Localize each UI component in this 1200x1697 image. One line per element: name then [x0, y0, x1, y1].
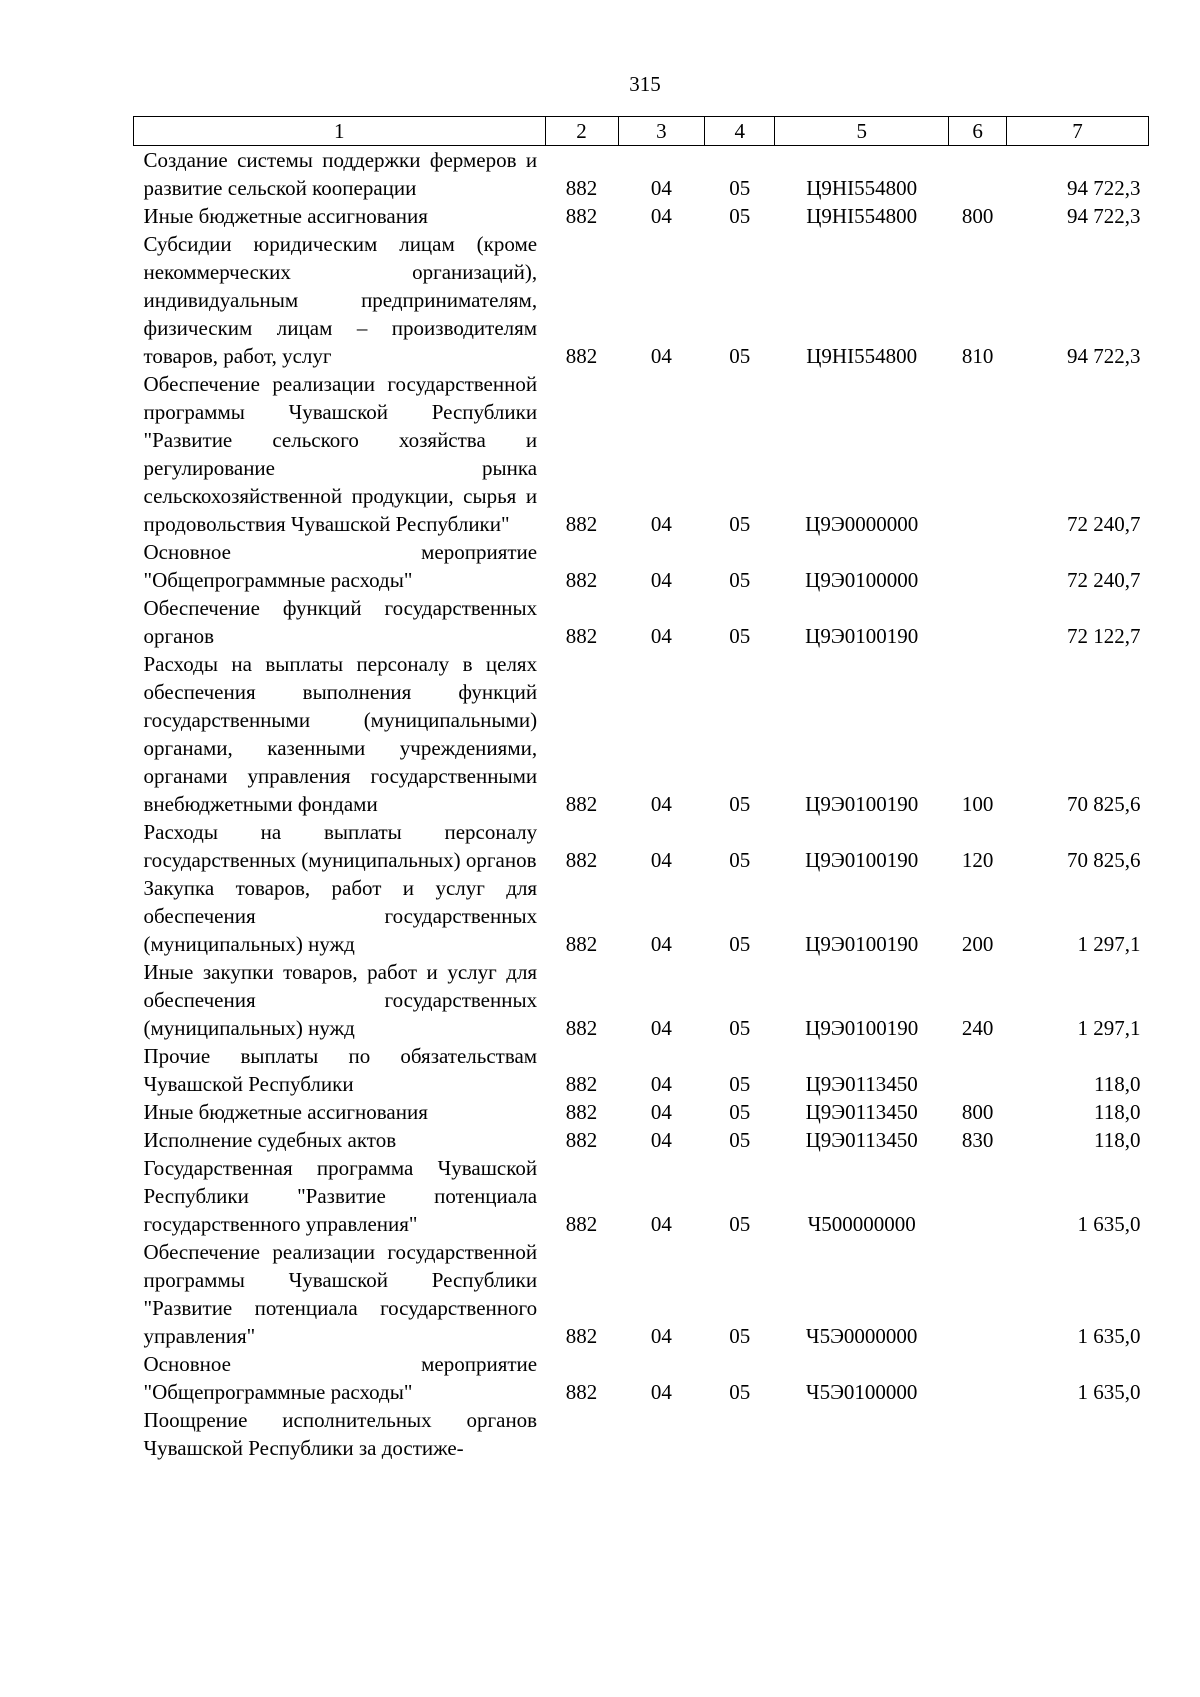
row-name: Основное мероприятие "Общепрограммные расходы"	[143, 1352, 538, 1404]
row-expense-type: 100	[961, 792, 994, 816]
row-target-article: Ц9НI554800	[806, 344, 918, 368]
row-amount: 94 722,3	[1067, 344, 1141, 368]
header-col-4: 4	[705, 117, 775, 146]
row-subsection-code: 05	[729, 1324, 751, 1348]
table-row	[134, 1042, 1149, 1098]
header-row	[134, 117, 1149, 146]
row-gr-code: 882	[565, 792, 598, 816]
row-target-article: Ц9Э0113450	[805, 1128, 918, 1152]
row-name: Создание системы поддержки фермеров и развитие сельской кооперации	[143, 148, 538, 200]
table-row	[134, 1154, 1149, 1238]
header-col-2: 2	[545, 117, 618, 146]
row-subsection-code: 05	[729, 1016, 751, 1040]
row-name: Обеспечение функций государственных органов	[143, 596, 538, 648]
row-name: Иные закупки товаров, работ и услуг для обеспечения государственных (муниципальных) нужд	[143, 960, 538, 1040]
row-target-article: Ц9НI554800	[806, 204, 918, 228]
row-gr-code: 882	[565, 1128, 598, 1152]
row-amount: 70 825,6	[1067, 792, 1141, 816]
table-row	[134, 1126, 1149, 1154]
row-name: Исполнение судебных актов	[143, 1128, 397, 1152]
row-amount: 1 297,1	[1077, 1016, 1141, 1040]
table-row	[134, 202, 1149, 230]
table-row	[134, 1350, 1149, 1406]
row-name: Иные бюджетные ассигнования	[143, 1100, 428, 1124]
row-expense-type: 200	[961, 932, 994, 956]
row-section-code: 04	[650, 1100, 672, 1124]
row-gr-code: 882	[565, 848, 598, 872]
header-col-1: 1	[134, 117, 546, 146]
row-gr-code: 882	[565, 344, 598, 368]
table-row	[134, 1098, 1149, 1126]
row-expense-type: 800	[961, 1100, 994, 1124]
row-gr-code: 882	[565, 176, 598, 200]
row-section-code: 04	[650, 932, 672, 956]
header-col-7: 7	[1007, 117, 1149, 146]
row-amount: 94 722,3	[1067, 204, 1141, 228]
row-target-article: Ц9НI554800	[806, 176, 918, 200]
row-gr-code: 882	[565, 1380, 598, 1404]
page-number: 315	[629, 72, 661, 96]
row-name: Прочие выплаты по обязательствам Чувашской Республики	[143, 1044, 538, 1096]
row-expense-type	[949, 538, 1007, 594]
table-header	[134, 117, 1149, 146]
row-subsection-code: 05	[729, 344, 751, 368]
row-section-code: 04	[650, 1016, 672, 1040]
row-section-code: 04	[650, 624, 672, 648]
row-section-code: 04	[650, 1212, 672, 1236]
table-row	[134, 874, 1149, 958]
row-expense-type	[949, 594, 1007, 650]
row-name: Расходы на выплаты персоналу в целях обеспечения выполнения функций государственными (муниципальными) органами, казенными учреждениями, органами управления государственными внебюджетными фондами	[143, 652, 538, 816]
row-subsection-code: 05	[729, 204, 751, 228]
row-section-code: 04	[650, 176, 672, 200]
row-section-code: 04	[650, 792, 672, 816]
header-col-5: 5	[775, 117, 949, 146]
row-target-article	[775, 1406, 949, 1462]
row-expense-type: 240	[961, 1016, 994, 1040]
table-row	[134, 1406, 1149, 1462]
row-gr-code	[545, 1406, 618, 1462]
row-amount: 118,0	[1094, 1100, 1141, 1124]
row-target-article: Ч500000000	[807, 1212, 916, 1236]
row-gr-code: 882	[565, 512, 598, 536]
row-target-article: Ц9Э0100190	[805, 1016, 919, 1040]
row-subsection-code: 05	[729, 176, 751, 200]
row-gr-code: 882	[565, 204, 598, 228]
row-gr-code: 882	[565, 1212, 598, 1236]
row-target-article: Ц9Э0100000	[805, 568, 919, 592]
row-name: Обеспечение реализации государственной программы Чувашской Республики "Развитие потенциала государственного управления"	[143, 1240, 538, 1348]
row-gr-code: 882	[565, 1072, 598, 1096]
row-subsection-code: 05	[729, 512, 751, 536]
row-amount: 70 825,6	[1067, 848, 1141, 872]
table-row	[134, 538, 1149, 594]
row-section-code: 04	[650, 1128, 672, 1152]
row-expense-type	[949, 1238, 1007, 1350]
row-target-article: Ц9Э0000000	[805, 512, 919, 536]
row-target-article: Ц9Э0100190	[805, 792, 919, 816]
row-expense-type: 830	[961, 1128, 994, 1152]
row-expense-type	[949, 1350, 1007, 1406]
row-subsection-code: 05	[729, 568, 751, 592]
row-expense-type	[949, 1406, 1007, 1462]
row-section-code: 04	[650, 344, 672, 368]
row-gr-code: 882	[565, 1324, 598, 1348]
row-amount: 72 122,7	[1067, 624, 1141, 648]
row-section-code: 04	[650, 1324, 672, 1348]
row-target-article: Ч5Э0100000	[805, 1380, 918, 1404]
table-row	[134, 650, 1149, 818]
row-subsection-code: 05	[729, 624, 751, 648]
row-target-article: Ц9Э0100190	[805, 624, 919, 648]
row-target-article: Ч5Э0000000	[805, 1324, 918, 1348]
row-name: Государственная программа Чувашской Республики "Развитие потенциала государственного управления"	[143, 1156, 538, 1236]
row-amount: 1 635,0	[1077, 1324, 1141, 1348]
table-row	[134, 594, 1149, 650]
row-section-code: 04	[650, 204, 672, 228]
row-subsection-code: 05	[729, 932, 751, 956]
row-subsection-code: 05	[729, 1380, 751, 1404]
row-amount	[1007, 1406, 1149, 1462]
table-row	[134, 958, 1149, 1042]
row-subsection-code: 05	[729, 1212, 751, 1236]
row-gr-code: 882	[565, 1100, 598, 1124]
row-amount: 1 635,0	[1077, 1212, 1141, 1236]
row-expense-type	[949, 146, 1007, 203]
row-target-article: Ц9Э0100190	[805, 932, 919, 956]
row-name: Основное мероприятие "Общепрограммные расходы"	[143, 540, 538, 592]
row-subsection-code: 05	[729, 792, 751, 816]
row-expense-type	[949, 1042, 1007, 1098]
row-amount: 1 297,1	[1077, 932, 1141, 956]
row-name: Субсидии юридическим лицам (кроме некоммерческих организаций), индивидуальным предпринимателям, физическим лицам – производителям товаров, работ, услуг	[143, 232, 538, 368]
row-gr-code: 882	[565, 1016, 598, 1040]
row-section-code: 04	[650, 1380, 672, 1404]
row-expense-type: 810	[961, 344, 994, 368]
row-subsection-code: 05	[729, 1072, 751, 1096]
row-expense-type	[949, 370, 1007, 538]
row-expense-type	[949, 1154, 1007, 1238]
row-amount: 72 240,7	[1067, 568, 1141, 592]
row-amount: 118,0	[1094, 1128, 1141, 1152]
row-section-code: 04	[650, 568, 672, 592]
row-amount: 118,0	[1094, 1072, 1141, 1096]
row-amount: 94 722,3	[1067, 176, 1141, 200]
row-name: Расходы на выплаты персоналу государственных (муниципальных) органов	[143, 820, 538, 872]
row-expense-type: 800	[961, 204, 994, 228]
row-subsection-code	[705, 1406, 775, 1462]
row-section-code: 04	[650, 1072, 672, 1096]
header-col-3: 3	[618, 117, 705, 146]
row-gr-code: 882	[565, 624, 598, 648]
table-row	[134, 818, 1149, 874]
row-section-code	[618, 1406, 705, 1462]
table-row	[134, 1238, 1149, 1350]
header-col-6: 6	[949, 117, 1007, 146]
row-expense-type: 120	[961, 848, 994, 872]
row-target-article: Ц9Э0113450	[805, 1100, 918, 1124]
row-section-code: 04	[650, 848, 672, 872]
row-gr-code: 882	[565, 568, 598, 592]
row-subsection-code: 05	[729, 1128, 751, 1152]
row-section-code: 04	[650, 512, 672, 536]
row-name: Закупка товаров, работ и услуг для обеспечения государственных (муниципальных) нужд	[143, 876, 538, 956]
row-amount: 72 240,7	[1067, 512, 1141, 536]
table-row	[134, 146, 1149, 203]
row-amount: 1 635,0	[1077, 1380, 1141, 1404]
table-row	[134, 370, 1149, 538]
row-name: Иные бюджетные ассигнования	[143, 204, 428, 228]
row-subsection-code: 05	[729, 1100, 751, 1124]
budget-table	[133, 116, 1149, 1462]
row-target-article: Ц9Э0100190	[805, 848, 919, 872]
row-subsection-code: 05	[729, 848, 751, 872]
table-row	[134, 230, 1149, 370]
row-gr-code: 882	[565, 932, 598, 956]
row-target-article: Ц9Э0113450	[805, 1072, 918, 1096]
row-name: Поощрение исполнительных органов Чувашской Республики за достиже-	[143, 1408, 538, 1460]
table-body	[134, 146, 1149, 1463]
row-name: Обеспечение реализации государственной программы Чувашской Республики "Развитие сельского хозяйства и регулирование рынка сельскохозяйственной продукции, сырья и продовольствия Чувашской Республики"	[143, 372, 538, 536]
